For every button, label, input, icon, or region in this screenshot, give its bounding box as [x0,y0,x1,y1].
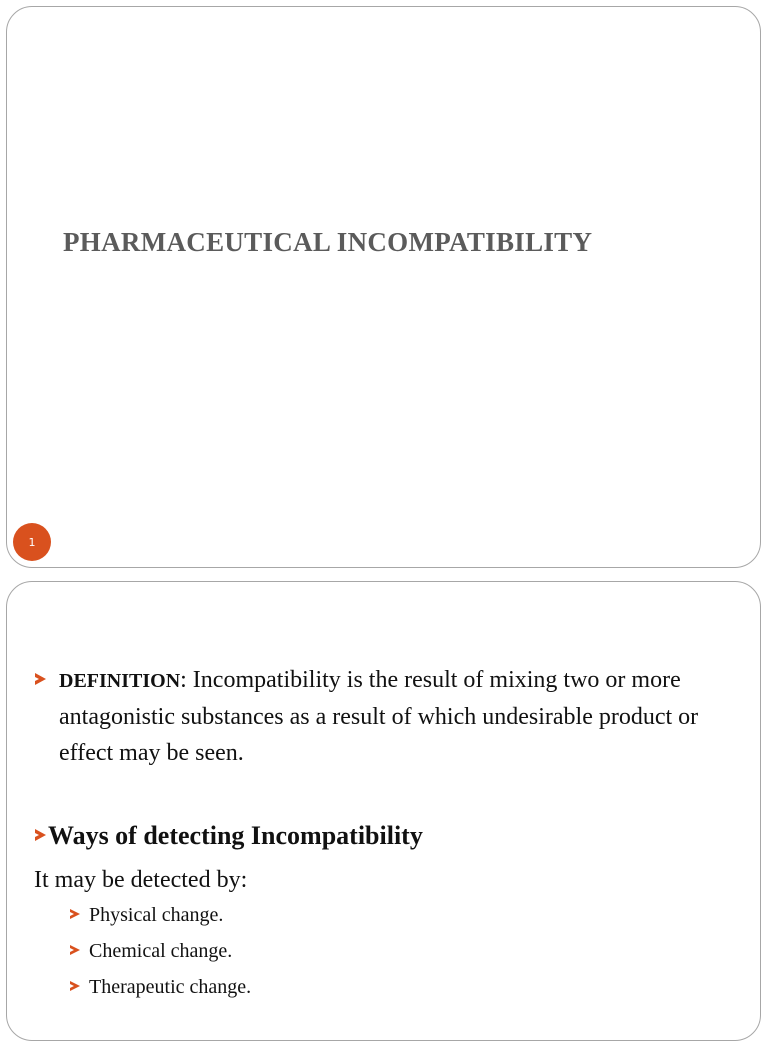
content-slide [6,581,761,1041]
arrowhead-bullet-icon [70,981,80,991]
list-item [70,902,223,928]
slide-number-badge: 1 [13,523,51,561]
list-item-label: Physical change. [89,904,224,926]
list-item [70,938,232,964]
arrowhead-bullet-icon [35,673,46,685]
arrowhead-bullet-icon [70,909,80,919]
arrowhead-bullet-icon [35,829,46,841]
detection-intro: It may be detected by: [34,867,248,893]
title-slide [6,6,761,568]
list-item [70,974,251,1000]
list-item-label: Chemical change. [89,940,233,962]
definition-body: : Incompatibility is the result of mixing two or more antagonistic substances as a result of which undesirable product or effect may be seen. [59,667,699,766]
list-item-label: Therapeutic change. [89,976,252,998]
ways-bullet [35,818,423,854]
definition-bullet [35,662,735,771]
definition-text-block [59,662,735,771]
ways-heading: Ways of detecting Incompatibility [48,821,423,850]
definition-label: DEFINITION [59,670,181,692]
arrowhead-bullet-icon [70,945,80,955]
slide-title: PHARMACEUTICAL INCOMPATIBILITY [63,227,593,257]
